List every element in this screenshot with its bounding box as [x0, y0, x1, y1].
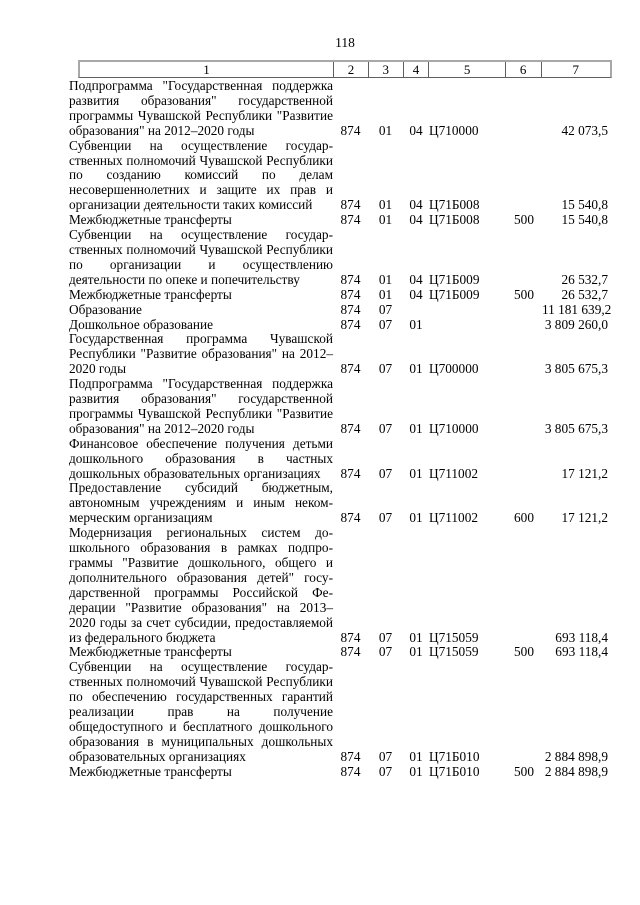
table-row — [69, 437, 608, 482]
row-code-subsection: 04 — [409, 271, 423, 287]
row-amount: 17 121,2 — [561, 510, 608, 526]
row-amount: 42 073,5 — [561, 122, 608, 138]
row-code-grbs: 874 — [340, 748, 361, 764]
row-description: Субвенции на осуществление государственных полномочий Чувашской Республики по обеспечению государственных гарантий реализации прав на получение общедоступного и бесплатного дошкольного образования в муниципальных дошкольных образовательных организациях — [69, 659, 333, 764]
row-description: Дошкольное образование — [69, 316, 213, 332]
row-code-expense-type — [506, 303, 542, 318]
row-amount: 11 181 639,2 — [542, 301, 612, 317]
row-code-section: 07 — [378, 644, 393, 660]
row-code-expense-type — [506, 79, 542, 139]
header-cell-3: 3 — [368, 62, 403, 77]
row-code-subsection: 01 — [409, 361, 423, 377]
row-description: Межбюджетные трансферты — [69, 644, 232, 660]
row-code-subsection: 01 — [409, 465, 423, 481]
row-amount: 3 805 675,3 — [544, 420, 608, 436]
row-code-expense-type — [506, 526, 542, 645]
row-description: Субвенции на осуществление государственных полномочий Чувашской Республики по созданию комиссий по делам несовершеннолетних и защите их прав и организации деятельности таких комиссий — [69, 137, 333, 213]
table-row — [69, 526, 608, 645]
row-description: Модернизация региональных систем дошкольного образования в рамках подпрограммы "Развитие дошкольного, общего и дополнительного образования детей" государственной программы Российской Федерации "Развитие образования" на 2013–2020 годы за счет субсидии, предоставляемой из федерального бюджета — [69, 525, 333, 645]
row-code-subsection: 01 — [409, 629, 423, 645]
row-code-subsection: 04 — [409, 212, 423, 228]
row-code-expense-type — [506, 377, 542, 437]
table-row — [69, 228, 608, 288]
row-code-section: 01 — [378, 271, 393, 287]
row-code-target-article: Ц711002 — [429, 510, 478, 526]
row-code-section: 01 — [378, 212, 393, 228]
row-code-target-article — [429, 318, 506, 333]
row-code-grbs: 874 — [340, 644, 361, 660]
row-code-grbs: 874 — [340, 361, 361, 377]
header-cell-6: 6 — [505, 62, 541, 77]
row-amount: 3 809 260,0 — [544, 316, 608, 332]
row-code-section: 07 — [378, 301, 393, 317]
row-code-target-article: Ц71Б008 — [429, 212, 480, 228]
row-code-section: 07 — [378, 510, 393, 526]
row-code-section: 07 — [378, 763, 393, 779]
row-code-section: 07 — [378, 361, 393, 377]
table-row — [69, 213, 608, 228]
row-code-subsection: 01 — [409, 644, 423, 660]
row-code-subsection: 04 — [409, 122, 423, 138]
row-code-grbs: 874 — [340, 197, 361, 213]
row-code-grbs: 874 — [340, 286, 361, 302]
header-cell-5: 5 — [428, 62, 504, 77]
row-code-grbs: 874 — [340, 510, 361, 526]
row-code-target-article: Ц715059 — [429, 629, 479, 645]
row-code-subsection — [403, 303, 429, 318]
table-row — [69, 288, 608, 303]
budget-table — [69, 78, 612, 780]
row-code-expense-type: 500 — [514, 763, 534, 779]
row-description: Межбюджетные трансферты — [69, 212, 232, 228]
page-number: 118 — [335, 35, 355, 50]
row-code-grbs: 874 — [340, 122, 361, 138]
row-code-subsection: 01 — [409, 748, 423, 764]
table-row — [69, 79, 608, 139]
row-code-expense-type — [506, 318, 542, 333]
row-code-section: 01 — [378, 197, 393, 213]
header-cell-7: 7 — [541, 62, 610, 77]
row-code-section: 07 — [378, 629, 393, 645]
row-amount: 693 118,4 — [555, 644, 608, 660]
row-description: Финансовое обеспечение получения детьми дошкольного образования в частных дошкольных образовательных организациях — [69, 435, 333, 481]
row-code-grbs: 874 — [340, 301, 361, 317]
header-cell-4: 4 — [403, 62, 429, 77]
row-code-expense-type — [506, 660, 542, 764]
row-code-grbs: 874 — [340, 465, 361, 481]
row-code-target-article: Ц710000 — [429, 420, 479, 436]
row-code-target-article: Ц71Б009 — [429, 271, 480, 287]
row-code-expense-type — [506, 228, 542, 288]
row-code-target-article — [429, 303, 506, 318]
row-description: Государственная программа Чувашской Республики "Развитие образования" на 2012–2020 годы — [69, 331, 333, 377]
row-code-target-article: Ц715059 — [429, 644, 479, 660]
row-code-section: 01 — [378, 286, 393, 302]
row-code-expense-type: 500 — [514, 644, 534, 660]
row-description: Межбюджетные трансферты — [69, 763, 232, 779]
row-code-expense-type: 500 — [514, 286, 534, 302]
row-amount: 15 540,8 — [561, 197, 608, 213]
table-row — [69, 332, 608, 377]
table-row — [69, 765, 608, 780]
table-row — [69, 645, 608, 660]
table-row — [69, 481, 608, 526]
row-code-expense-type — [506, 332, 542, 377]
row-code-section: 07 — [378, 465, 393, 481]
row-code-target-article: Ц711002 — [429, 465, 478, 481]
row-code-target-article: Ц71Б008 — [429, 197, 480, 213]
row-amount: 2 884 898,9 — [544, 763, 608, 779]
row-amount: 3 805 675,3 — [544, 361, 608, 377]
row-code-target-article: Ц71Б010 — [429, 748, 480, 764]
row-amount: 2 884 898,9 — [544, 748, 608, 764]
row-code-subsection: 01 — [409, 316, 423, 332]
row-code-expense-type — [506, 437, 542, 482]
table-row — [69, 377, 608, 437]
row-code-expense-type — [506, 139, 542, 214]
row-code-section: 07 — [378, 316, 393, 332]
row-description: Подпрограмма "Государственная поддержка развития образования" государственной программы Чувашской Республики "Развитие образования" на 2012–2020 годы — [69, 78, 333, 138]
row-code-grbs: 874 — [340, 420, 361, 436]
row-code-subsection: 01 — [409, 763, 423, 779]
row-amount: 693 118,4 — [555, 629, 608, 645]
row-code-section: 07 — [378, 748, 393, 764]
row-amount: 26 532,7 — [561, 271, 608, 287]
row-code-subsection: 01 — [409, 420, 423, 436]
row-code-grbs: 874 — [340, 629, 361, 645]
table-header-row — [78, 60, 612, 78]
row-code-target-article: Ц71Б010 — [429, 763, 480, 779]
table-row — [69, 318, 608, 333]
row-code-grbs: 874 — [340, 763, 361, 779]
row-code-section: 01 — [378, 122, 393, 138]
row-code-subsection: 04 — [409, 286, 423, 302]
row-code-expense-type: 500 — [514, 212, 534, 228]
row-code-section: 07 — [378, 420, 393, 436]
row-description: Подпрограмма "Государственная поддержка развития образования" государственной программы Чувашской Республики "Развитие образования" на 2012–2020 годы — [69, 376, 333, 436]
table-row — [69, 660, 608, 764]
row-code-target-article: Ц71Б009 — [429, 286, 480, 302]
row-code-target-article: Ц710000 — [429, 122, 479, 138]
row-code-expense-type: 600 — [514, 510, 534, 526]
row-amount: 17 121,2 — [561, 465, 608, 481]
row-code-grbs: 874 — [340, 212, 361, 228]
row-amount: 26 532,7 — [561, 286, 608, 302]
row-code-grbs: 874 — [340, 316, 361, 332]
header-cell-2: 2 — [333, 62, 368, 77]
row-code-grbs: 874 — [340, 271, 361, 287]
row-code-target-article: Ц700000 — [429, 361, 479, 377]
row-description: Образование — [69, 301, 142, 317]
budget-table-body — [69, 78, 612, 780]
row-amount: 15 540,8 — [561, 212, 608, 228]
table-row — [69, 303, 608, 318]
row-description: Межбюджетные трансферты — [69, 286, 232, 302]
row-code-subsection: 04 — [409, 197, 423, 213]
row-description: Предоставление субсидий бюджетным, автономным учреждениям и иным некоммерческим организациям — [69, 480, 333, 526]
table-row — [69, 139, 608, 214]
row-description: Субвенции на осуществление государственных полномочий Чувашской Республики по организации и осуществлению деятельности по опеке и попечительству — [69, 227, 333, 287]
row-code-subsection: 01 — [409, 510, 423, 526]
header-cell-1: 1 — [203, 62, 210, 77]
